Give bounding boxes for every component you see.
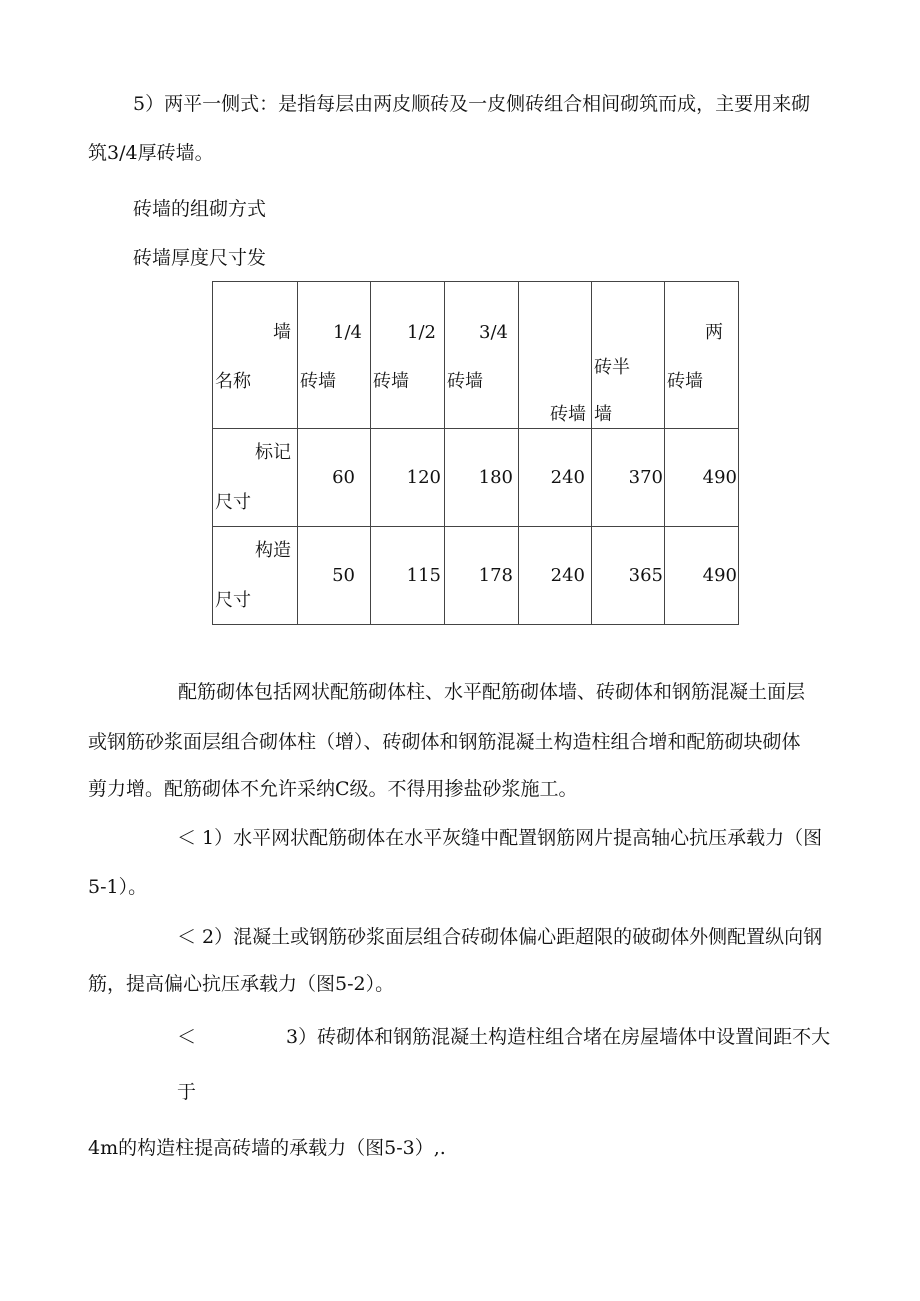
row-label-cell (213, 527, 298, 625)
para-1-line-2: 筑3/4厚砖墙。 (88, 142, 214, 164)
section-heading-bond: 砖墙的组砌方式 (133, 198, 267, 220)
para-5-line-3: 4m的构造柱提高砖墙的承载力（图5-3）,. (88, 1137, 446, 1159)
table-cell (519, 429, 592, 527)
para-3-line-2: 5-1）。 (88, 876, 148, 898)
table-cell (445, 527, 519, 625)
header-cell (298, 282, 371, 429)
header-label-b: 墙 (594, 404, 612, 425)
cell-value: 490 (702, 467, 737, 488)
header-cell (592, 282, 665, 429)
table-row (213, 527, 739, 625)
header-label-b: 砖墙 (447, 371, 483, 392)
header-name-cell (213, 282, 298, 429)
row-label-a: 标记 (255, 442, 291, 463)
header-cell (665, 282, 739, 429)
para-2-line-2: 或钢筋砂浆面层组合砌体柱（增）、砖砌体和钢筋混凝土构造柱组合增和配筋砌块砌体 (88, 731, 801, 753)
header-name-a: 墙 (273, 322, 291, 343)
cell-value: 50 (332, 565, 355, 586)
table-cell (665, 527, 739, 625)
table-cell (445, 429, 519, 527)
cell-value: 60 (332, 467, 355, 488)
header-cell (445, 282, 519, 429)
row-label-b: 尺寸 (215, 590, 251, 611)
table-cell (592, 429, 665, 527)
header-label-b: 砖墙 (667, 371, 703, 392)
para-5-mark: ＜ (177, 1026, 197, 1048)
para-5-line-1: 3）砖砌体和钢筋混凝土构造柱组合堵在房屋墙体中设置间距不大 (286, 1026, 831, 1048)
cell-value: 365 (628, 565, 663, 586)
para-3-line-1: ＜ 1）水平网状配筋砌体在水平灰缝中配置钢筋网片提高轴心抗压承载力（图 (177, 827, 823, 849)
header-label-a: 砖半 (594, 357, 630, 378)
table-cell (592, 527, 665, 625)
table-header-row (213, 282, 739, 429)
header-label-a: 1/2 (407, 322, 436, 343)
para-4-line-2: 筋，提高偏心抗压承载力（图5-2）。 (88, 973, 395, 995)
header-label-a: 3/4 (479, 322, 508, 343)
cell-value: 240 (550, 467, 585, 488)
header-name-b: 名称 (215, 371, 251, 392)
para-1-line-1: 5）两平一侧式：是指每层由两皮顺砖及一皮侧砖组合相间砌筑而成，主要用来砌 (133, 93, 811, 115)
header-label: 砖墙 (550, 404, 586, 425)
cell-value: 180 (478, 467, 513, 488)
table-cell (371, 527, 445, 625)
header-cell (519, 282, 592, 429)
wall-thickness-table (212, 281, 739, 625)
para-2-line-1: 配筋砌体包括网状配筋砌体柱、水平配筋砌体墙、砖砌体和钢筋混凝土面层 (178, 681, 806, 703)
cell-value: 370 (628, 467, 663, 488)
table-cell (665, 429, 739, 527)
cell-value: 178 (478, 565, 513, 586)
table-cell (298, 429, 371, 527)
para-5-line-2: 于 (177, 1081, 197, 1103)
cell-value: 490 (702, 565, 737, 586)
para-2-line-3: 剪力增。配筋砌体不允许采纳C级。不得用掺盐砂浆施工。 (88, 778, 578, 800)
header-label-a: 两 (705, 322, 723, 343)
header-label-a: 1/4 (333, 322, 362, 343)
row-label-a: 构造 (255, 540, 291, 561)
table-cell (298, 527, 371, 625)
row-label-b: 尺寸 (215, 492, 251, 513)
para-4-line-1: ＜ 2）混凝土或钢筋砂浆面层组合砖砌体偏心距超限的破砌体外侧配置纵向钢 (177, 926, 823, 948)
header-label-b: 砖墙 (300, 371, 336, 392)
section-heading-thickness: 砖墙厚度尺寸发 (133, 247, 267, 269)
header-label-b: 砖墙 (373, 371, 409, 392)
header-cell (371, 282, 445, 429)
cell-value: 240 (550, 565, 585, 586)
table-cell (371, 429, 445, 527)
cell-value: 115 (406, 565, 441, 586)
table-cell (519, 527, 592, 625)
row-label-cell (213, 429, 298, 527)
table-row (213, 429, 739, 527)
cell-value: 120 (406, 467, 441, 488)
